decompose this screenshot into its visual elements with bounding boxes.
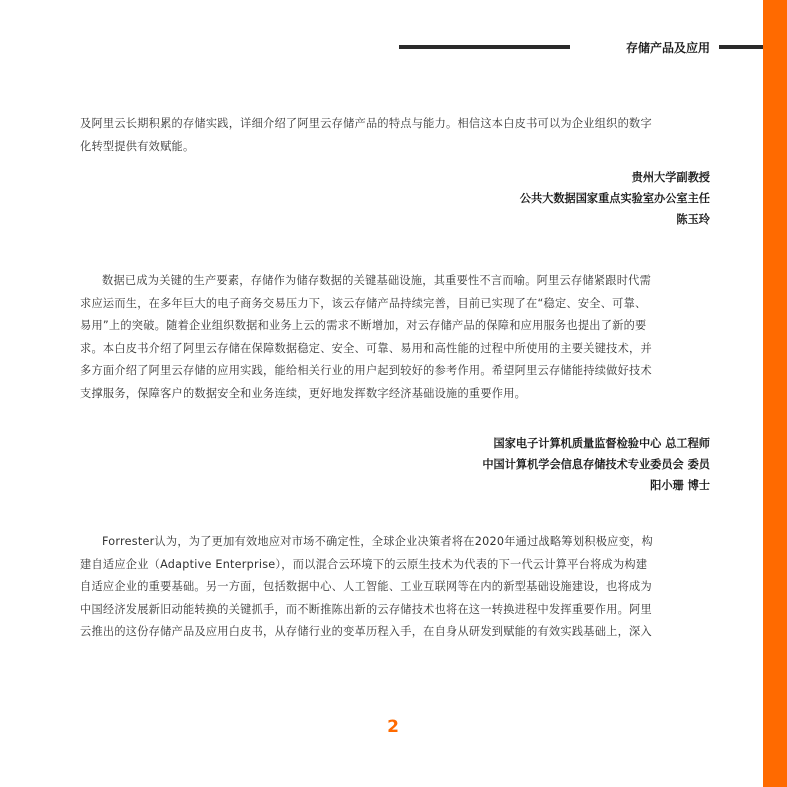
paragraph-line: 建自适应企业（Adaptive Enterprise），而以混合云环境下的云原生技术为代表的下一代云计算平台将成为构建 xyxy=(80,557,648,571)
paragraph-line: Forrester认为，为了更加有效地应对市场不确定性，全球企业决策者将在2020年通过战略筹划积极应变，构 xyxy=(102,535,653,548)
paragraph-storage-importance xyxy=(80,270,710,405)
section-title: 存储产品及应用 xyxy=(625,41,710,55)
paragraph-line: 化转型提供有效赋能。 xyxy=(80,139,195,153)
paragraph-line: 中国经济发展新旧动能转换的关键抓手，而不断推陈出新的云存储技术也将在这一转换进程中发挥重要作用。阿里 xyxy=(80,602,652,616)
paragraph-line: 求。本白皮书介绍了阿里云存储在保障数据稳定、安全、可靠、易用和高性能的过程中所使用的主要关键技术，并 xyxy=(80,341,652,355)
paragraph-line: 支撑服务，保障客户的数据安全和业务连续，更好地发挥数字经济基础设施的重要作用。 xyxy=(80,386,527,400)
page-number: 2 xyxy=(387,717,399,737)
orange-side-strip xyxy=(763,0,787,787)
paragraph-line: 多方面介绍了阿里云存储的应用实践，能给相关行业的用户起到较好的参考作用。希望阿里云存储能持续做好技术 xyxy=(80,364,652,377)
signature-block-2 xyxy=(380,433,710,496)
paragraph-intro-continuation xyxy=(80,113,710,158)
paragraph-line: 及阿里云长期积累的存储实践，详细介绍了阿里云存储产品的特点与能力。相信这本白皮书可以为企业组织的数字 xyxy=(80,117,652,130)
signature-affiliation: 中国计算机学会信息存储技术专业委员会 委员 xyxy=(482,458,710,471)
paragraph-line: 云推出的这份存储产品及应用白皮书，从存储行业的变革历程入手，在自身从研发到赋能的有效实践基础上，深入 xyxy=(80,625,652,638)
paragraph-line: 数据已成为关键的生产要素，存储作为储存数据的关键基础设施，其重要性不言而喻。阿里云存储紧跟时代需 xyxy=(102,274,652,287)
signature-name: 阳小珊 博士 xyxy=(650,479,710,492)
signature-affiliation: 公共大数据国家重点实验室办公室主任 xyxy=(519,192,710,205)
header-rule-left xyxy=(399,45,570,49)
signature-title: 国家电子计算机质量监督检验中心 总工程师 xyxy=(493,437,710,450)
paragraph-line: 求应运而生，在多年巨大的电子商务交易压力下，该云存储产品持续完善，目前已实现了在“稳定、安全、可靠、 xyxy=(80,296,647,310)
paragraph-line: 自适应企业的重要基础。另一方面，包括数据中心、人工智能、工业互联网等在内的新型基础设施建设，也将成为 xyxy=(80,580,652,593)
signature-name: 陈玉玲 xyxy=(676,213,710,226)
signature-title: 贵州大学副教授 xyxy=(631,171,710,184)
header-rule-right xyxy=(719,45,763,49)
paragraph-forrester xyxy=(80,531,710,644)
paragraph-line: 易用”上的突破。随着企业组织数据和业务上云的需求不断增加，对云存储产品的保障和应用服务也提出了新的要 xyxy=(80,319,647,332)
signature-block-1 xyxy=(380,167,710,230)
